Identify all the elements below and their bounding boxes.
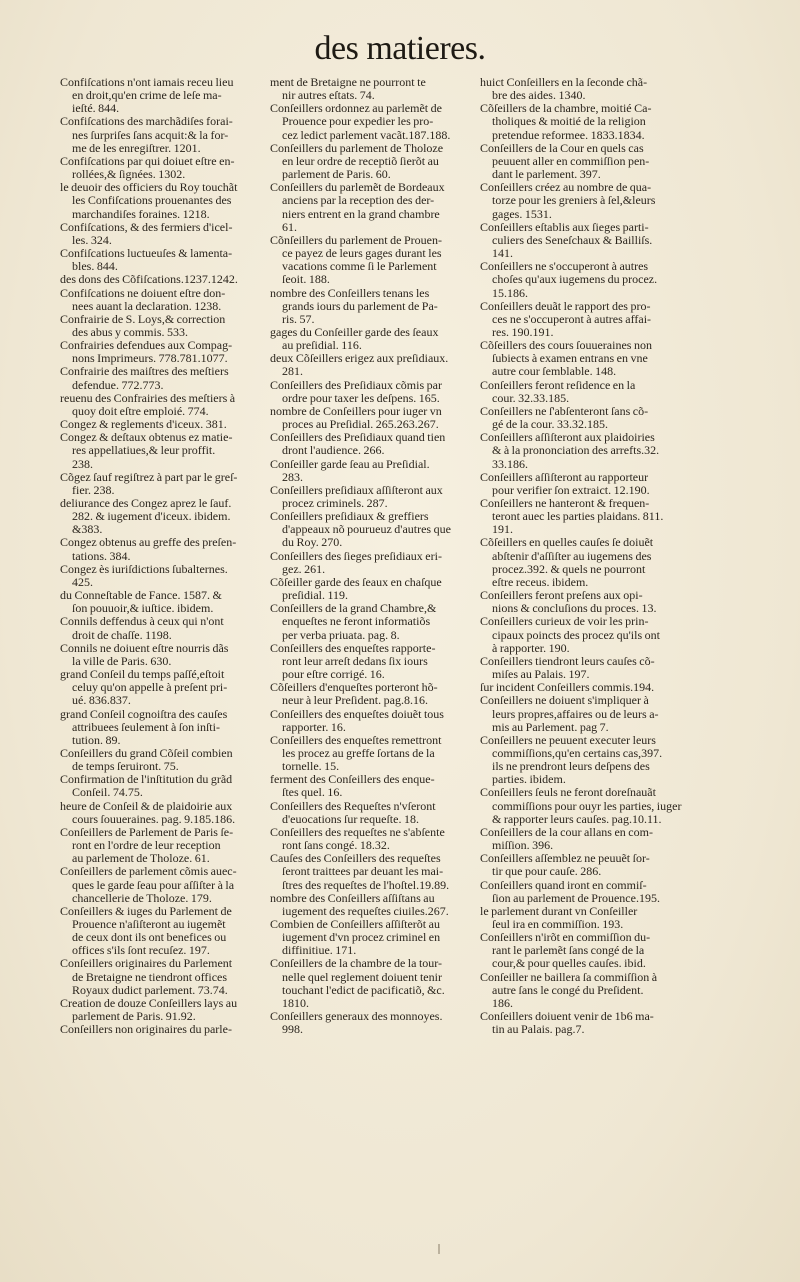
index-entry: Conſeillers du parlemẽt de Bordeaux anciens par la reception des der- niers entrent en la grand chambre 61. <box>270 180 445 234</box>
index-entry: Confiſcations des marchãdiſes forai- nes ſurpriſes ſans acquit:& la for- me de les enregiſtrer. 1201. <box>60 114 233 155</box>
index-entry: Conſeillers ſeuls ne feront doreſnauãt commiſſions pour ouyr les parties, iuger & rapporter leurs cauſes. pag.10.11. <box>480 785 682 826</box>
index-entry: ſur incident Conſeillers commis.194. <box>480 680 655 695</box>
index-entry: Confiſcations luctueuſes & lamenta- bles. 844. <box>60 246 233 274</box>
index-entry: Conſeillers aſſiſteront au rapporteur pour verifier ſon extraict. 12.190. <box>480 469 650 497</box>
index-entry: nombre de Conſeillers pour iuger vn proces au Preſidial. 265.263.267. <box>270 403 442 432</box>
index-entry: Confiſcations, & des fermiers d'icel- les. 324. <box>60 219 233 247</box>
index-entry: Conſeillers de la cour allans en com- miſſion. 396. <box>480 824 653 853</box>
index-entry: Conſeillers de la Cour en quels cas peuuent aller en commiſſion pen- dant le parlement. 397. <box>480 140 650 182</box>
index-entry: Conſeillers des Requeſtes n'vſeront d'euocations ſur requeſte. 18. <box>270 798 436 826</box>
index-entry: Conſeillers feront reſidence en la cour. 32.33.185. <box>480 377 636 405</box>
index-entry: Congez obtenus au greffe des preſen- tations. 384. <box>60 535 237 563</box>
index-entry: heure de Conſeil & de plaidoirie aux cours ſouueraines. pag. 9.185.186. <box>60 798 236 826</box>
index-entry: Conſeillers ne peuuent executer leurs commiſſions,qu'en certains cas,397. ils ne prendront leurs deſpens des parties. ibidem. <box>480 732 663 787</box>
index-entry: Conſeillers aſſemblez ne peuuẽt ſor- tir que pour cauſe. 286. <box>480 851 650 879</box>
index-entry: Conſeillers preſidiaux aſſiſteront aux procez criminels. 287. <box>270 482 443 510</box>
index-entry: Confiſcations n'ont iamais receu lieu en droit,qu'en crime de leſe ma- ieſté. 844. <box>60 75 234 116</box>
index-entry: des dons des Cõfiſcations.1237.1242. <box>60 272 238 287</box>
index-entry: Conſeillers curieux de voir les prin- cipaux poincts des procez qu'ils ont à rapporter. 190. <box>480 614 660 655</box>
index-entry: Conſeillers des enqueſtes doiuẽt tous rapporter. 16. <box>270 706 444 734</box>
index-entry: Conſeillers des enqueſtes remettront les procez au greffe ſortans de la tornelle. 15. <box>270 732 442 774</box>
index-entry: Conſeillers n'irõt en commiſſion du- rant le parlemẽt ſans congé de la cour,& pour quelles cauſes. ibid. <box>480 930 651 971</box>
index-column-middle <box>270 76 480 1036</box>
index-entry: Conſeillers quand iront en commiſ- ſion au parlement de Prouence.195. <box>480 877 660 905</box>
index-entry: Conſeillers ordonnez au parlemẽt de Prouence pour expedier les pro- cez ledict parlement vacãt.187.188. <box>270 101 451 142</box>
index-entry: Conſeillers de Parlement de Paris ſe- ront en l'ordre de leur reception au parlement de Tholoze. 61. <box>60 824 234 866</box>
index-entry: Conſeillers du parlement de Tholoze en leur ordre de receptiõ ſierõt au parlement de Paris. 60. <box>270 140 444 182</box>
index-entry: gages du Conſeiller garde des ſeaux au preſidial. 116. <box>270 324 439 353</box>
index-entry: Connils deffendus à ceux qui n'ont droit de chaſſe. 1198. <box>60 614 224 642</box>
index-entry: ment de Bretaigne ne pourront te nir autres eſtats. 74. <box>270 75 426 103</box>
index-entry: Cõſeiller garde des ſeaux en chaſque preſidial. 119. <box>270 574 442 603</box>
index-entry: nombre des Conſeillers tenans les grands iours du parlement de Pa- ris. 57. <box>270 285 438 326</box>
index-entry: Confrairie de S. Loys,& correction des abus y commis. 533. <box>60 311 226 339</box>
index-entry: Conſeillers tiendront leurs cauſes cõ- miſes au Palais. 197. <box>480 653 655 682</box>
index-entry: Conſeillers originaires du Parlement de Bretaigne ne tiendront offices Royaux dudict parlement. 73.74. <box>60 956 233 997</box>
index-entry: Cõſeillers des cours ſouueraines non ſubiects à examen entrans en vne autre cour ſemblable. 148. <box>480 338 652 379</box>
index-entry: Congez & reglements d'iceux. 381. <box>60 417 227 432</box>
index-entry: Conſeillers ne hanteront & frequen- teront auec les parties plaidans. 811. 191. <box>480 496 664 537</box>
index-entry: Conſeillers des ſieges preſidiaux eri- gez. 261. <box>270 548 442 576</box>
index-entry: Conſeillers des Preſidiaux cõmis par ordre pour taxer les deſpens. 165. <box>270 377 442 405</box>
index-entry: Connils ne doiuent eſtre nourris dãs la ville de Paris. 630. <box>60 640 229 668</box>
page-mark <box>438 1244 440 1254</box>
index-entry: Conſeillers aſſiſteront aux plaidoiries & à la prononciation des arrefts.32. 33.186. <box>480 430 660 471</box>
index-entry: Conſeillers ne ſ'abſenteront ſans cõ- gé de la cour. 33.32.185. <box>480 403 649 432</box>
index-entry: Conſeillers ne doiuent s'impliquer à leurs propres,affaires ou de leurs a- mis au Parlement. pag 7. <box>480 693 659 734</box>
index-entry: ferment des Conſeillers des enque- ſtes quel. 16. <box>270 772 435 800</box>
index-entry: Cõgez ſauf regiſtrez à part par le greſ- fier. 238. <box>60 469 238 497</box>
index-entry: Conſeillers du grand Cõſeil combien de temps ſeruiront. 75. <box>60 745 233 774</box>
index-entry: deux Cõſeillers erigez aux preſidiaux. 281. <box>270 351 449 379</box>
index-entry: Combien de Conſeillers aſſiſterõt au iugement d'vn procez criminel en diffinitiue. 171. <box>270 917 441 958</box>
index-entry: le parlement durant vn Conſeiller ſeul ira en commiſſion. 193. <box>480 903 638 931</box>
index-entry: nombre des Conſeillers aſſiſtans au iugement des requeſtes ciuiles.267. <box>270 890 449 918</box>
index-entry: Creation de douze Conſeillers lays au parlement de Paris. 91.92. <box>60 995 238 1024</box>
index-entry: Conſeillers doiuent venir de 1b6 ma- tin au Palais. pag.7. <box>480 1009 654 1037</box>
index-entry: Confrairie des maiſtres des meſtiers defendue. 772.773. <box>60 364 229 392</box>
index-entry: Conſeillers de la chambre de la tour- nelle quel reglement doiuent tenir touchant l'edict de pacificatiõ, &c. 1810. <box>270 956 445 1010</box>
index-entry: Confrairies defendues aux Compag- nons Imprimeurs. 778.781.1077. <box>60 338 233 366</box>
index-entry: reuenu des Confrairies des meſtiers à quoy doit eſtre emploié. 774. <box>60 390 236 418</box>
index-entry: grand Conſeil cognoiſtra des cauſes attribuees ſeulement à ſon inſti- tution. 89. <box>60 706 228 747</box>
index-entry: Conſeillers des enqueſtes rapporte- ront leur arreſt dedans ſix iours pour eſtre corrigé. 16. <box>270 640 436 682</box>
index-entry: Congez & deſtaux obtenus ez matie- res appellatiues,& leur proffit. 238. <box>60 430 233 471</box>
index-entry: Cauſes des Conſeillers des requeſtes ſeront traittees par deuant les mai- ſtres des requeſtes de l'hoſtel.19.89. <box>270 851 450 892</box>
index-entry: du Conneſtable de Fance. 1587. & ſon pouuoir,& iuſtice. ibidem. <box>60 588 222 616</box>
running-header: des matieres. <box>314 30 486 67</box>
index-entry: Confiſcations ne doiuent eſtre don- nees auant la declaration. 1238. <box>60 285 226 313</box>
index-entry: Conſeillers preſidiaux & greffiers d'appeaux nõ pourueuz d'autres que du Roy. 270. <box>270 509 451 550</box>
index-entry: Conſeillers non originaires du parle- <box>60 1022 232 1037</box>
index-entry: Conſeillers generaux des monnoyes. 998. <box>270 1009 443 1037</box>
index-entry: Conſeillers & iuges du Parlement de Prouence n'aſiſteront au iugemẽt de ceux dont ils ont benefices ou offices s'ils ſont recuſez. 197. <box>60 903 232 958</box>
index-entry: Conſeiller ne baillera ſa commiſſion à autre ſans le congé du Preſident. 186. <box>480 969 658 1010</box>
index-entry: Conſeiller garde ſeau au Preſidial. 283. <box>270 456 430 484</box>
index-entry: Conſeillers créez au nombre de qua- torze pour les greniers à ſel,&leurs gages. 1531. <box>480 180 656 221</box>
index-column-left <box>60 76 282 1036</box>
index-entry: deliurance des Congez aprez le ſauf. 282. & iugement d'iceux. ibidem. &383. <box>60 496 232 537</box>
index-entry: Conſeillers ne s'occuperont à autres choſes qu'aux iugemens du procez. 15.186. <box>480 259 658 300</box>
index-entry: Conſeillers feront preſens aux opi- nions & concluſions du proces. 13. <box>480 588 657 616</box>
index-entry: Confirmation de l'inſtitution du grãd Conſeil. 74.75. <box>60 772 233 800</box>
index-entry: Conſeillers de la grand Chambre,& enqueſtes ne feront informatiõs per verba priuata. pag. 8. <box>270 601 437 642</box>
index-entry: Cõnſeillers du parlement de Prouen- ce payez de leurs gages durant les vacations comme ſi le Parlement ſeoit. 188. <box>270 232 442 287</box>
index-entry: huict Conſeillers en la ſeconde chã- bre des aides. 1340. <box>480 75 648 103</box>
index-entry: Conſeillers deuãt le rapport des pro- ces ne s'occuperont à autres affai- res. 190.191. <box>480 298 652 339</box>
index-entry: Confiſcations par qui doiuet eſtre en- rollées,& ſignées. 1302. <box>60 153 235 182</box>
index-entry: le deuoir des officiers du Roy touchãt les Confiſcations prouenantes des marchandiſes foraines. 1218. <box>60 180 238 221</box>
index-entry: grand Conſeil du temps paſſé,eſtoit celuy qu'on appelle à preſent pri- ué. 836.837. <box>60 667 228 708</box>
index-entry: Conſeillers des requeſtes ne s'abſente ront ſans congé. 18.32. <box>270 824 445 853</box>
index-entry: Congez ès iuriſdictions ſubalternes. 425. <box>60 561 228 589</box>
index-entry: Conſeillers eſtablis aux ſieges parti- culiers des Seneſchaux & Bailliſs. 141. <box>480 219 653 261</box>
index-entry: Cõſeillers en quelles cauſes ſe doiuẽt abſtenir d'aſſiſter au iugemens des procez.392. & quels ne pourront eſtre receus. ibidem. <box>480 535 654 589</box>
index-column-right <box>480 76 692 1036</box>
index-entry: Cõſeillers de la chambre, moitié Ca- tholiques & moitié de la religion pretendue reformee. 1833.1834. <box>480 101 652 142</box>
index-entry: Conſeillers des Preſidiaux quand tien dront l'audience. 266. <box>270 430 446 458</box>
index-entry: Conſeillers de parlement cõmis auec- ques le garde ſeau pour aſſiſter à la chancellerie de Tholoze. 179. <box>60 864 237 905</box>
index-entry: Cõſeillers d'enqueſtes porteront hõ- neur à leur Preſident. pag.8.16. <box>270 680 438 708</box>
